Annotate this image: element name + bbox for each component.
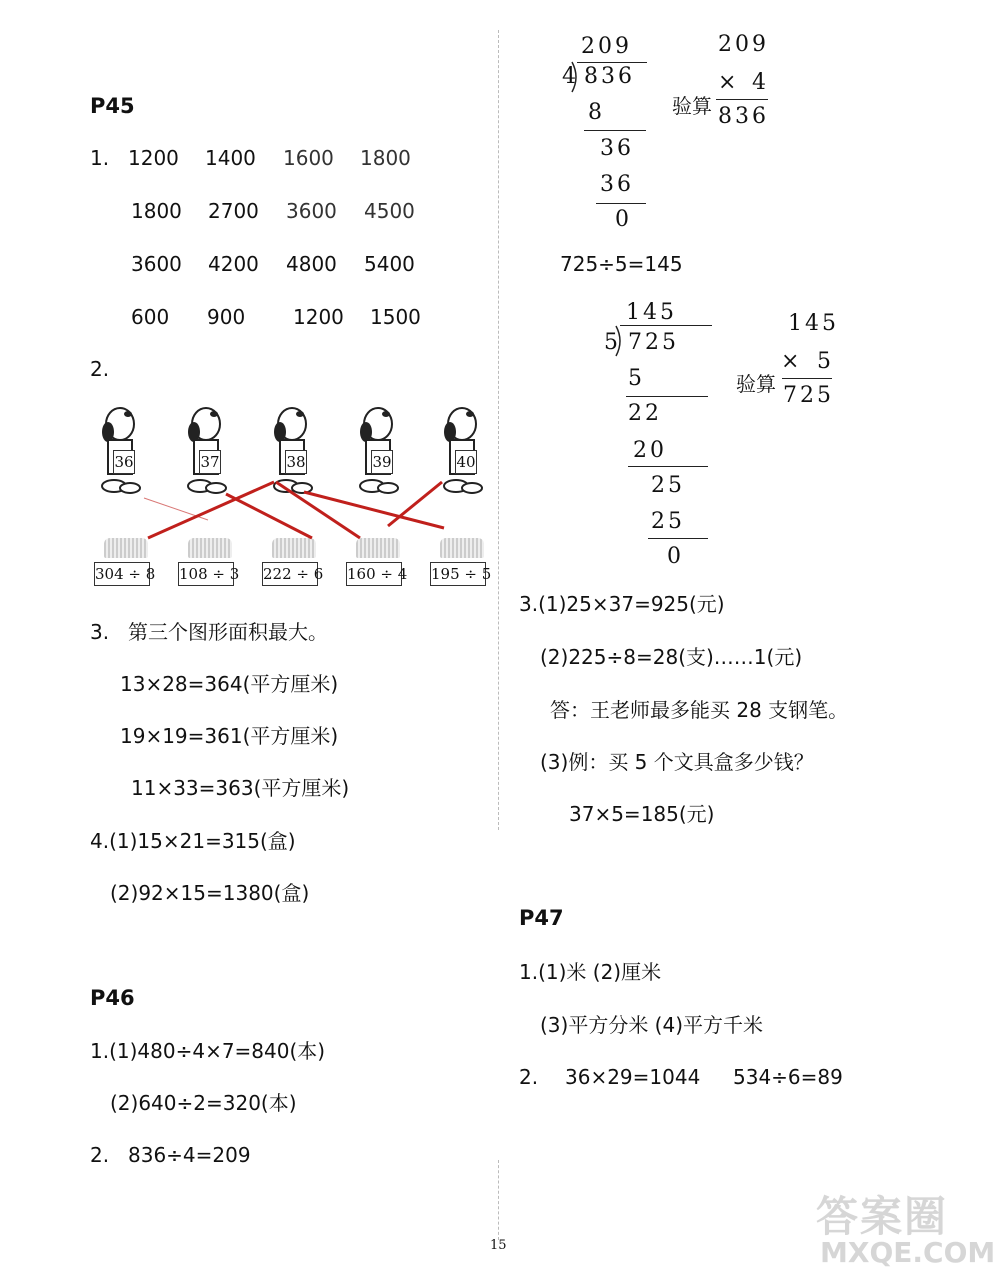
div1-step-line	[596, 203, 646, 204]
div2-step: 25	[651, 473, 685, 498]
div2-step: 25	[651, 509, 685, 534]
div1-check-op: ×	[718, 70, 740, 95]
eq-725: 725÷5=145	[560, 252, 683, 276]
dog-number: 36	[113, 450, 135, 474]
match-line-faint	[144, 498, 208, 520]
div1-check-top: 209	[718, 32, 769, 57]
div1-quotient: 209	[581, 34, 632, 59]
q4-line1: 4.(1)15×21=315(盒)	[90, 829, 296, 853]
matching-lines	[88, 400, 488, 592]
match-line	[276, 482, 360, 538]
q3-line2: 19×19=361(平方厘米)	[120, 724, 339, 748]
div1-step: 36	[600, 172, 634, 197]
div2-step-line	[628, 466, 708, 467]
div2-step: 0	[667, 544, 684, 569]
div1-step: 8	[588, 100, 605, 125]
dog-number: 38	[285, 450, 307, 474]
div1-check-result: 836	[718, 104, 769, 129]
div1-check-line	[716, 99, 768, 100]
r-q3-2: (2)225÷8=28(支)……1(元)	[540, 645, 803, 669]
matching-illustration	[88, 400, 492, 592]
div1-check-mult: 4	[752, 70, 769, 95]
expression-box: 304 ÷ 8	[94, 562, 150, 586]
div2-divisor: 5	[604, 330, 621, 355]
r-q3-3-eq: 37×5=185(元)	[569, 802, 715, 826]
expression-box: 108 ÷ 3	[178, 562, 234, 586]
p47-q1-line2: (3)平方分米 (4)平方千米	[540, 1013, 764, 1037]
div2-check-top: 145	[788, 311, 839, 336]
q1-r2-c3: 3600	[286, 199, 337, 223]
div2-quotient: 145	[626, 300, 677, 325]
match-line	[226, 494, 312, 538]
div2-check-op: ×	[781, 349, 803, 374]
expression-box: 222 ÷ 6	[262, 562, 318, 586]
q1-r1-c3: 1600	[283, 146, 334, 170]
div2-bar	[620, 325, 712, 326]
p47-q2-label: 2.	[519, 1065, 539, 1089]
dog-number: 37	[199, 450, 221, 474]
q3-label: 3.	[90, 620, 110, 644]
div1-step-line	[584, 130, 646, 131]
q3-line3: 11×33=363(平方厘米)	[131, 776, 350, 800]
r-q3-3: (3)例：买 5 个文具盒多少钱？	[540, 750, 814, 774]
q1-r1-c2: 1400	[205, 146, 256, 170]
q4-line2: (2)92×15=1380(盒)	[110, 881, 310, 905]
q3-text: 第三个图形面积最大。	[128, 620, 328, 644]
q1-r4-c3: 1200	[293, 305, 344, 329]
p47-q2-eq2: 534÷6=89	[733, 1065, 843, 1089]
q1-r1-c4: 1800	[360, 146, 411, 170]
div2-step-line	[626, 396, 708, 397]
p46-q1-line2: (2)640÷2=320(本)	[110, 1091, 297, 1115]
p46-q2-label: 2.	[90, 1143, 110, 1167]
q1-r2-c2: 2700	[208, 199, 259, 223]
div2-check-result: 725	[783, 383, 834, 408]
q1-r3-c3: 4800	[286, 252, 337, 276]
dog-number: 39	[371, 450, 393, 474]
q2-label: 2.	[90, 357, 110, 381]
div1-step: 0	[615, 207, 632, 232]
section-title-p46: P46	[90, 986, 135, 1010]
div2-step: 20	[633, 438, 667, 463]
div2-check-label: 验算	[736, 372, 776, 396]
div1-check-label: 验算	[672, 94, 712, 118]
q1-r1-c1: 1200	[128, 146, 179, 170]
expression-box: 160 ÷ 4	[346, 562, 402, 586]
div1-step: 36	[600, 136, 634, 161]
column-divider-bottom	[498, 1160, 499, 1240]
q1-r4-c2: 900	[207, 305, 246, 329]
div2-dividend: 725	[628, 330, 679, 355]
p47-q1-line1: 1.(1)米 (2)厘米	[519, 960, 662, 984]
page-number: 15	[490, 1238, 507, 1253]
div1-dividend: 836	[584, 64, 635, 89]
section-title-p47: P47	[519, 906, 564, 930]
q1-r4-c4: 1500	[370, 305, 421, 329]
r-q3-1: 3.(1)25×37=925(元)	[519, 592, 725, 616]
q1-r3-c1: 3600	[131, 252, 182, 276]
div2-check-mult: 5	[817, 349, 834, 374]
div2-check-line	[782, 378, 832, 379]
q3-line1: 13×28=364(平方厘米)	[120, 672, 339, 696]
q1-r4-c1: 600	[131, 305, 170, 329]
r-q3-answer: 答：王老师最多能买 28 支钢笔。	[550, 698, 849, 722]
p46-q2-eq: 836÷4=209	[128, 1143, 251, 1167]
div1-bar	[577, 62, 647, 63]
dog-number: 40	[455, 450, 477, 474]
q1-r2-c4: 4500	[364, 199, 415, 223]
watermark-url: MXQE.COM	[820, 1236, 996, 1269]
div2-step: 22	[628, 401, 662, 426]
q1-r3-c2: 4200	[208, 252, 259, 276]
division-bracket-icon	[614, 324, 626, 358]
division-bracket-icon	[570, 60, 582, 94]
q1-r2-c1: 1800	[131, 199, 182, 223]
watermark-logo: 答案圈	[816, 1192, 949, 1241]
p47-q2-eq1: 36×29=1044	[565, 1065, 701, 1089]
q1-label: 1.	[90, 146, 110, 170]
p46-q1-line1: 1.(1)480÷4×7=840(本)	[90, 1039, 326, 1063]
div1-divisor: 4	[562, 64, 579, 89]
q1-r3-c4: 5400	[364, 252, 415, 276]
expression-box: 195 ÷ 5	[430, 562, 486, 586]
section-title-p45: P45	[90, 94, 135, 118]
column-divider	[498, 30, 499, 830]
div2-step-line	[648, 538, 708, 539]
div2-step: 5	[628, 366, 645, 391]
